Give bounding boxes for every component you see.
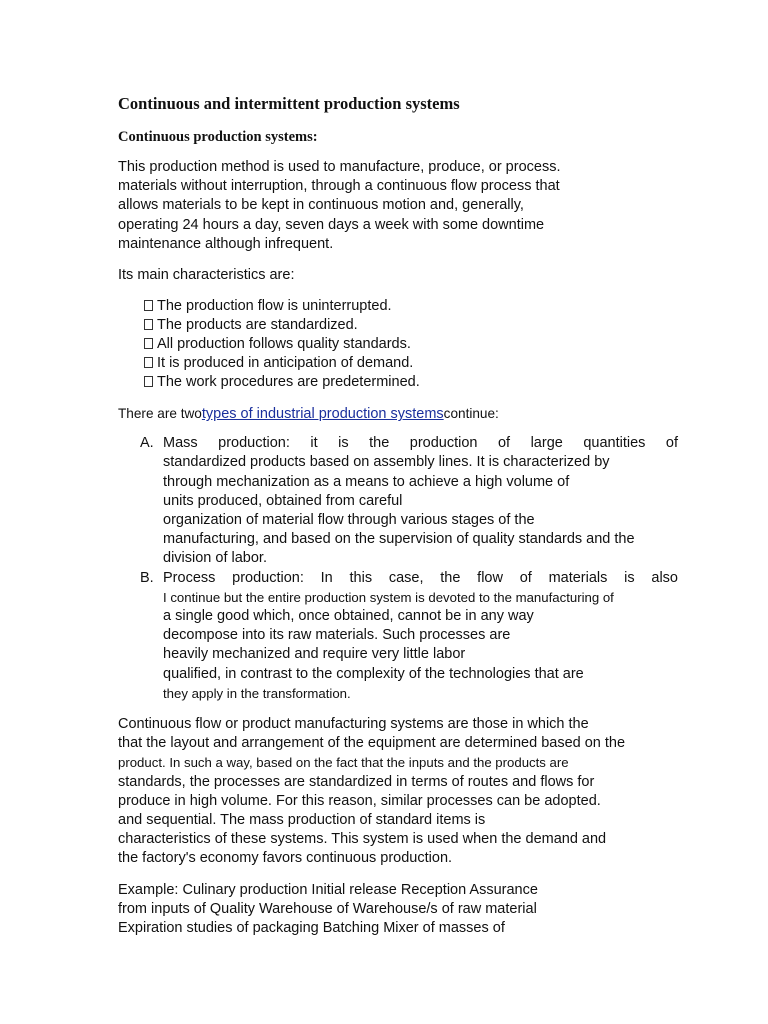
list-line: I continue but the entire production system is devoted to the manufacturing of (163, 589, 614, 605)
square-bullet-icon (144, 357, 153, 368)
list-line: manufacturing, and based on the supervision of quality standards and the (163, 531, 635, 548)
list-line: Mass production: it is the production of large quantities of (163, 435, 678, 452)
square-bullet-icon (144, 300, 153, 311)
list-line: organization of material flow through various stages of the (163, 512, 535, 529)
document-page (118, 94, 678, 950)
list-line: decompose into its raw materials. Such processes are (163, 627, 511, 644)
list-line: qualified, in contrast to the complexity of the technologies that are (163, 665, 584, 682)
list-line: through mechanization as a means to achieve a high volume of (163, 473, 570, 490)
example-paragraph (118, 881, 678, 939)
paragraph-line: standards, the processes are standardized in terms of routes and flows for (118, 773, 595, 790)
section-subtitle: Continuous production systems: (118, 129, 318, 145)
list-marker: B. (140, 569, 154, 586)
paragraph-line: maintenance although infrequent. (118, 235, 334, 252)
list-item: It is produced in anticipation of demand. (144, 354, 678, 373)
list-line: Process production: In this case, the flow of materials is also (163, 569, 678, 586)
types-intro: There are twotypes of industrial production systemscontinue: (118, 406, 499, 423)
characteristics-intro: Its main characteristics are: (118, 267, 295, 284)
paragraph-line: produce in high volume. For this reason, similar processes can be adopted. (118, 792, 601, 809)
paragraph-line: product. In such a way, based on the fact that the inputs and the products are (118, 755, 569, 771)
list-line: units produced, obtained from careful (163, 492, 403, 509)
paragraph-line: Example: Culinary production Initial release Reception Assurance (118, 881, 538, 898)
paragraph-line: the factory's economy favors continuous production. (118, 850, 453, 867)
paragraph-line: from inputs of Quality Warehouse of Warehouse/s of raw material (118, 900, 537, 917)
paragraph-line: Expiration studies of packaging Batching Mixer of masses of (118, 920, 505, 937)
list-line: division of labor. (163, 550, 267, 567)
list-item-process-production (118, 569, 678, 703)
square-bullet-icon (144, 338, 153, 349)
list-line: they apply in the transformation. (163, 685, 351, 701)
characteristics-list (118, 297, 678, 392)
list-item: The production flow is uninterrupted. (144, 297, 678, 316)
list-line: a single good which, once obtained, cannot be in any way (163, 608, 534, 625)
industrial-production-systems-link[interactable]: types of industrial production systems (201, 406, 444, 423)
paragraph-line: that the layout and arrangement of the equipment are determined based on the (118, 735, 626, 752)
document-title: Continuous and intermittent production systems (118, 94, 460, 113)
manufacturing-systems-paragraph (118, 715, 678, 869)
list-item: The work procedures are predetermined. (144, 373, 678, 392)
paragraph-line: characteristics of these systems. This system is used when the demand and (118, 831, 607, 848)
paragraph-line: allows materials to be kept in continuous motion and, generally, (118, 197, 524, 214)
paragraph-line: materials without interruption, through a continuous flow process that (118, 178, 560, 195)
paragraph-line: operating 24 hours a day, seven days a week with some downtime (118, 216, 545, 233)
square-bullet-icon (144, 319, 153, 330)
list-item-mass-production (118, 434, 678, 568)
square-bullet-icon (144, 376, 153, 387)
paragraph-line: and sequential. The mass production of standard items is (118, 812, 486, 829)
list-marker: A. (140, 435, 154, 452)
paragraph-line: This production method is used to manufacture, produce, or process. (118, 159, 561, 175)
list-item: All production follows quality standards. (144, 335, 678, 354)
list-item: The products are standardized. (144, 316, 678, 335)
list-line: heavily mechanized and require very little labor (163, 646, 466, 663)
paragraph-line: Continuous flow or product manufacturing systems are those in which the (118, 716, 589, 733)
list-line: standardized products based on assembly lines. It is characterized by (163, 454, 610, 471)
intro-paragraph (118, 158, 678, 254)
production-types-list (118, 434, 678, 703)
